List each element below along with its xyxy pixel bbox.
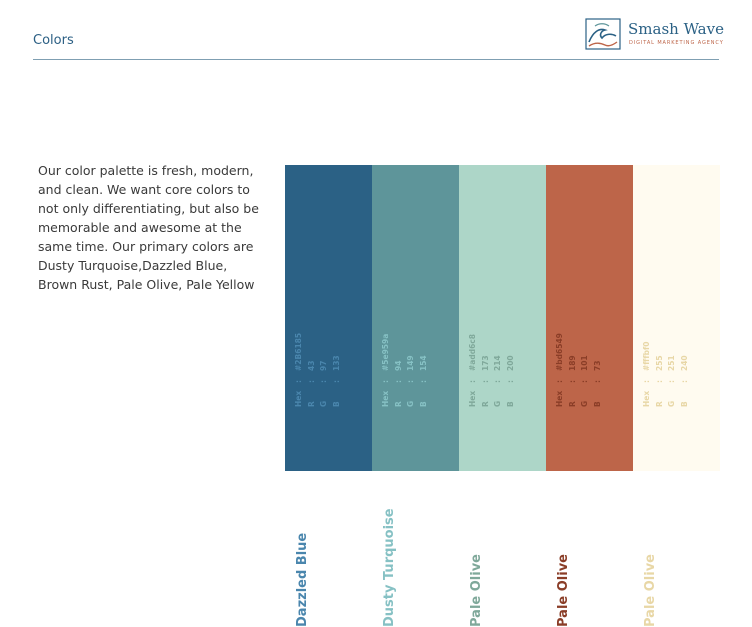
g-value: 251	[667, 355, 676, 371]
g-value: 101	[580, 355, 589, 371]
r-value: 94	[393, 360, 403, 371]
color-swatch-dazzled-blue	[285, 165, 372, 627]
palette-description: Our color palette is fresh, modern, and clean. We want core colors to not only differentiating, but also be memorable and awesome at the same time. Our primary colors are Dusty Turquoise,Dazzled Blue, Brown Rust, Pale Olive, Pale Yellow	[38, 163, 259, 292]
b-value: 200	[505, 355, 515, 371]
page-title: Colors	[33, 33, 74, 48]
r-value: 173	[480, 355, 490, 371]
color-swatch-pale-olive	[459, 165, 546, 627]
color-name: Pale Olive	[469, 553, 484, 627]
hex-value: #2B6185	[294, 332, 303, 371]
brand-name: Smash Wave	[628, 20, 724, 38]
color-specs: Hex : #fffbf0 R : 255 G : 251 B : 240	[641, 327, 691, 407]
b-value: 240	[679, 355, 689, 371]
color-specs: Hex : #add6c8 R : 173 G : 214 B : 200	[467, 327, 517, 407]
color-name: Dusty Turquoise	[382, 508, 397, 627]
b-value: 73	[592, 360, 602, 371]
g-value: 97	[319, 360, 328, 371]
color-swatch-pale-yellow	[633, 165, 720, 627]
b-value: 133	[331, 355, 341, 371]
g-value: 214	[493, 355, 502, 371]
hex-value: #5e959a	[381, 333, 390, 371]
brand-logo	[585, 18, 725, 54]
hex-value: #add6c8	[468, 334, 477, 371]
color-specs: Hex : #2B6185 R : 43 G : 97 B : 133	[293, 327, 343, 407]
r-value: 189	[567, 355, 577, 371]
color-name: Pale Olive	[556, 553, 571, 627]
r-value: 43	[306, 360, 316, 371]
color-specs: Hex : #5e959a R : 94 G : 149 B : 154	[380, 327, 430, 407]
header-divider	[33, 59, 719, 60]
hex-value: #fffbf0	[642, 341, 651, 371]
hex-value: #bd6549	[555, 333, 564, 371]
color-specs: Hex : #bd6549 R : 189 G : 101 B : 73	[554, 327, 604, 407]
brand-tagline: DIGITAL MARKETING AGENCY	[629, 40, 724, 46]
g-value: 149	[406, 355, 415, 371]
wave-logo-icon	[585, 18, 621, 50]
color-name: Dazzled Blue	[295, 532, 310, 627]
color-swatch-dusty-turquoise	[372, 165, 459, 627]
color-swatch-brown-rust	[546, 165, 633, 627]
color-name: Pale Olive	[643, 553, 658, 627]
b-value: 154	[418, 355, 428, 371]
r-value: 255	[654, 355, 664, 371]
